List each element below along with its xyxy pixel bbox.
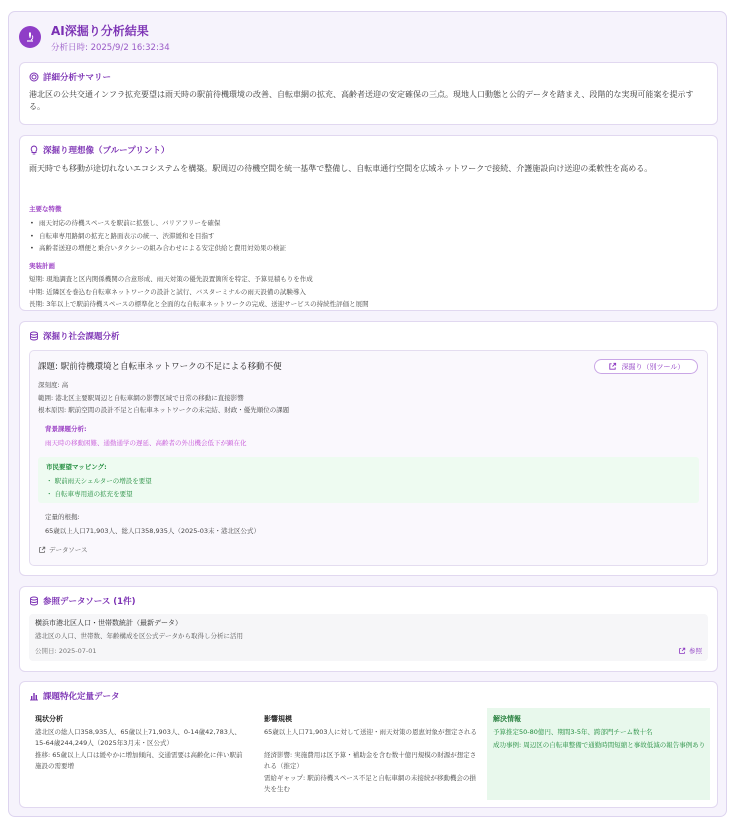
- reference-link[interactable]: 参照: [678, 646, 702, 655]
- column-text: 予算推定50-80億円、期間3-5年、跨部門チーム数十名: [493, 728, 653, 736]
- reference-date: 公開日: 2025-07-01: [35, 647, 97, 655]
- plan-list: [29, 273, 708, 311]
- deep-dive-button[interactable]: 深掘り（別ツール）: [594, 359, 698, 374]
- list-item: ・ 自転車専用道の拡充を要望: [46, 489, 133, 498]
- issue-box: [29, 350, 708, 566]
- references-card: [19, 586, 718, 672]
- column-heading: 現状分析: [35, 715, 63, 723]
- quant-heading: 定量的根拠:: [45, 513, 80, 521]
- root-cause-text: 根本原因: 駅前空間の設計不足と自転車ネットワークの未完結、財政・優先順位の課題: [38, 406, 290, 414]
- list-item: 長期: 3年以上で駅前待機スペースの標準化と全面的な自転車ネットワークの完成、送迎サービスの持続性評価と展開: [29, 300, 369, 308]
- list-item: • 高齢者送迎の増便と乗合いタクシーの組み合わせによる安定供給と費用対効果の検証: [29, 242, 708, 255]
- reference-title: 横浜市港北区人口・世帯数統計（最新データ）: [35, 619, 182, 627]
- quant-data-title: 課題特化定量データ: [29, 690, 120, 702]
- issues-card: [19, 321, 718, 576]
- column-heading: 影響規模: [264, 715, 292, 723]
- column-text: 推移: 65歳以上人口は緩やかに増加傾向、交通需要は高齢化に伴い駅前施設の需要増: [35, 751, 243, 770]
- target-icon: [29, 72, 39, 82]
- impact-scale-column: [258, 708, 481, 800]
- quant-text: 65歳以上人口71,903人、総人口358,935人（2025-03末・港北区公式）: [45, 527, 261, 535]
- external-link-icon: [38, 546, 46, 554]
- blueprint-title: 深掘り理想像（ブループリント）: [29, 144, 169, 156]
- column-text: 65歳以上人口71,903人に対して送迎・雨天対策の恩恵対象が想定される: [264, 728, 478, 736]
- list-item: 短期: 現地調査と区内関係機関の合意形成、雨天対策の優先設置箇所を特定、予算見積もりを作成: [29, 275, 313, 283]
- reference-desc: 港北区の人口、世帯数、年齢構成を区公式データから取得し分析に活用: [35, 632, 243, 640]
- blueprint-text: 雨天時でも移動が途切れないエコシステムを構築。駅周辺の待機空間を統一基準で整備し、自転車通行空間を広域ネットワークで接続、介護施設向け送迎の柔軟性を高める。: [29, 164, 653, 173]
- background-heading: 背景課題分析:: [45, 425, 87, 433]
- bar-chart-icon: [29, 691, 39, 701]
- column-heading: 解決情報: [493, 715, 521, 723]
- list-item: • 雨天対応の待機スペースを駅前に拡張し、バリアフリーを確保: [29, 217, 708, 230]
- page-title: AI深掘り分析結果: [51, 24, 149, 38]
- list-item: ・ 駅前雨天シェルターの増設を要望: [46, 477, 152, 485]
- analysis-result-panel: [8, 11, 727, 817]
- citizen-heading: 市民要望マッピング:: [46, 463, 107, 471]
- external-link-icon: [678, 647, 686, 655]
- column-text: 成功事例: 周辺区の自転車整備で通勤時間短縮と事故低減の報告事例あり: [493, 741, 706, 749]
- column-text: 港北区の総人口358,935人、65歳以上71,903人、0-14歳42,783人、15-64歳244,249人（2025年3月末・区公式）: [35, 728, 241, 747]
- lightbulb-icon: [29, 145, 39, 155]
- issue-details: [38, 379, 289, 417]
- issues-title: 深掘り社会課題分析: [29, 330, 120, 342]
- current-analysis-column: [29, 708, 252, 800]
- background-text: 雨天時の移動困難、通勤通学の遅延、高齢者の外出機会低下が顕在化: [45, 439, 247, 447]
- external-link-icon: [608, 362, 617, 371]
- features-list: [29, 217, 708, 255]
- summary-text: 港北区の公共交通インフラ拡充要望は雨天時の駅前待機環境の改善、自転車網の拡充、高齢者送迎の安定確保の三点。現地人口動態と公的データを踏まえ、段階的な実現可能案を提示する。: [29, 90, 694, 111]
- column-text: 需給ギャップ: 駅前待機スペース不足と自転車網の未接続が移動機会の損失を生む: [264, 774, 476, 793]
- quant-data-card: [19, 681, 718, 808]
- database-icon: [29, 331, 39, 341]
- datasource-link[interactable]: データソース: [38, 545, 87, 554]
- summary-card: [19, 62, 718, 125]
- references-title: 参照データソース (1件): [29, 595, 135, 607]
- summary-title: 詳細分析サマリー: [29, 71, 111, 83]
- list-item: • 自転車専用路網の拡充と路面表示の統一、渋滞緩和を目指す: [29, 230, 708, 243]
- blueprint-card: [19, 135, 718, 311]
- features-heading: 主要な特徴: [29, 205, 62, 213]
- solution-info-column: [487, 708, 710, 800]
- column-text: 経済影響: 実施費用は区予算・補助金を含む数十億円規模の財源が想定される（推定）: [264, 751, 477, 770]
- plan-heading: 実装計画: [29, 262, 55, 270]
- scope-text: 範囲: 港北区主要駅周辺と自転車網の影響区域で日常の移動に直接影響: [38, 393, 244, 402]
- reference-item: [29, 614, 708, 661]
- analysis-timestamp: 分析日時: 2025/9/2 16:32:34: [51, 43, 170, 53]
- database-icon: [29, 596, 39, 606]
- issue-title: 課題: 駅前待機環境と自転車ネットワークの不足による移動不便: [38, 362, 282, 372]
- citizen-list: [46, 475, 152, 500]
- citizen-needs-box: [38, 457, 699, 503]
- severity-text: 深刻度: 高: [38, 381, 69, 389]
- list-item: 中期: 近隣区を巻込む自転車ネットワークの設計と試行、バスターミナルの雨天設備の試験導入: [29, 287, 306, 296]
- microscope-icon: [19, 26, 41, 48]
